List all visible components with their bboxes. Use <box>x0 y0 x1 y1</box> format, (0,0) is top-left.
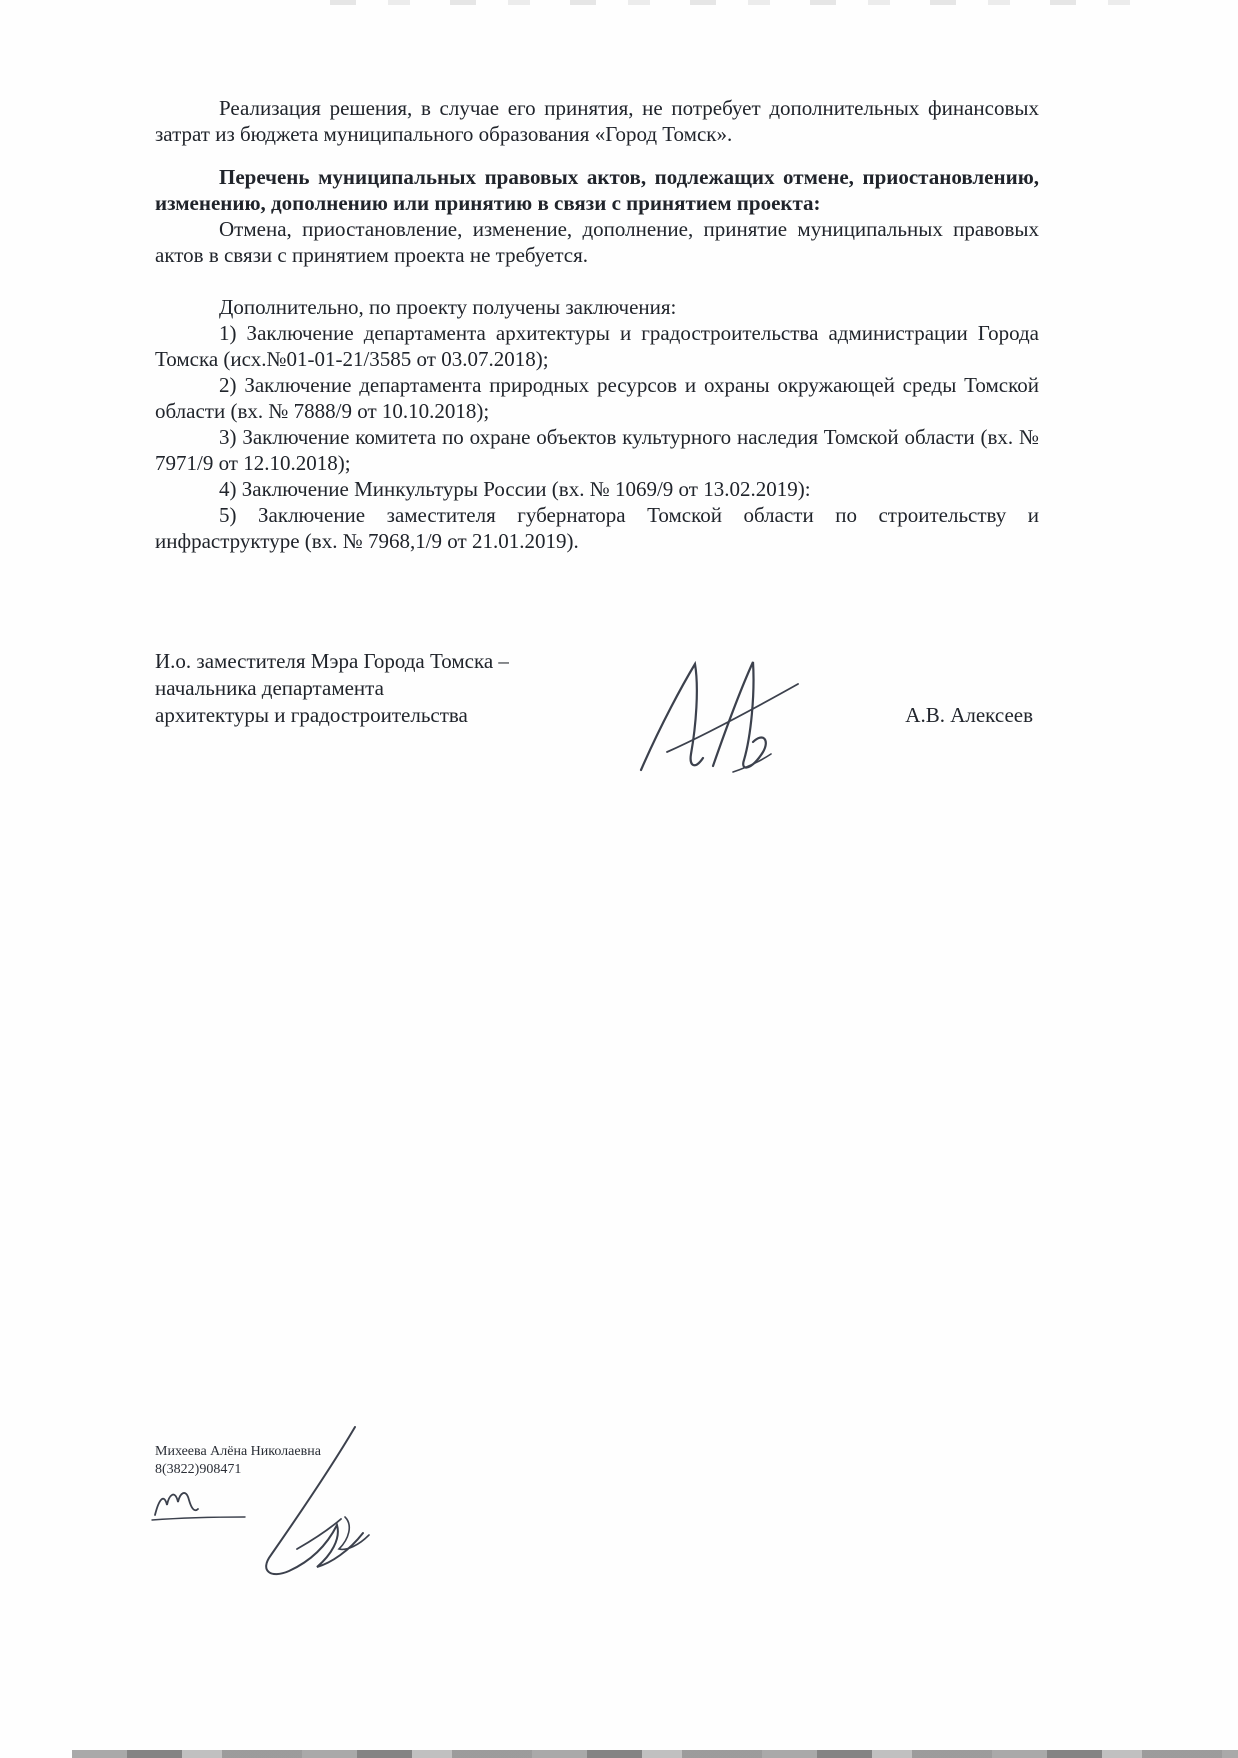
cancellation-paragraph: Отмена, приостановление, изменение, дополнение, принятие муниципальных правовых актов в связи с принятием проекта не требуется. <box>155 217 1039 267</box>
document-body <box>155 95 1039 554</box>
conclusion-item-2: 2) Заключение департамента природных ресурсов и охраны окружающей среды Томской области (вх. № 7888/9 от 10.10.2018); <box>155 373 1039 423</box>
conclusion-item-4: 4) Заключение Минкультуры России (вх. № 1069/9 от 13.02.2019): <box>219 477 811 501</box>
conclusions-intro: Дополнительно, по проекту получены заключения: <box>219 295 677 319</box>
acts-list-heading: Перечень муниципальных правовых актов, подлежащих отмене, приостановлению, изменению, дополнению или принятию в связи с принятием проекта: <box>155 165 1039 215</box>
executor-block <box>155 1443 555 1479</box>
conclusion-item-5: 5) Заключение заместителя губернатора Томской области по строительству и инфраструктуре (вх. № 7968,1/9 от 21.01.2019). <box>155 503 1039 553</box>
signature-image <box>633 654 813 779</box>
intro-paragraph: Реализация решения, в случае его принятия, не потребует дополнительных финансовых затрат из бюджета муниципального образования «Город Томск». <box>155 96 1039 146</box>
executor-phone: 8(3822)908471 <box>155 1462 242 1477</box>
signer-title-line-3: архитектуры и градостроительства <box>155 703 468 727</box>
signer-title-line-1: И.о. заместителя Мэра Города Томска – <box>155 649 509 673</box>
scan-artifact-top <box>330 0 1130 5</box>
scan-artifact-bottom <box>72 1750 1238 1758</box>
signer-title <box>155 648 595 729</box>
signer-name: А.В. Алексеев <box>905 703 1033 727</box>
conclusion-item-3: 3) Заключение комитета по охране объектов культурного наследия Томской области (вх. № 7971/9 от 12.10.2018); <box>155 425 1039 475</box>
secondary-signature-image <box>227 1421 397 1586</box>
signature-block <box>155 648 1039 729</box>
conclusion-item-1: 1) Заключение департамента архитектуры и градостроительства администрации Города Томска (исх.№01-01-21/3585 от 03.07.2018); <box>155 321 1039 371</box>
executor-name: Михеева Алёна Николаевна <box>155 1444 321 1459</box>
signer-title-line-2: начальника департамента <box>155 676 384 700</box>
